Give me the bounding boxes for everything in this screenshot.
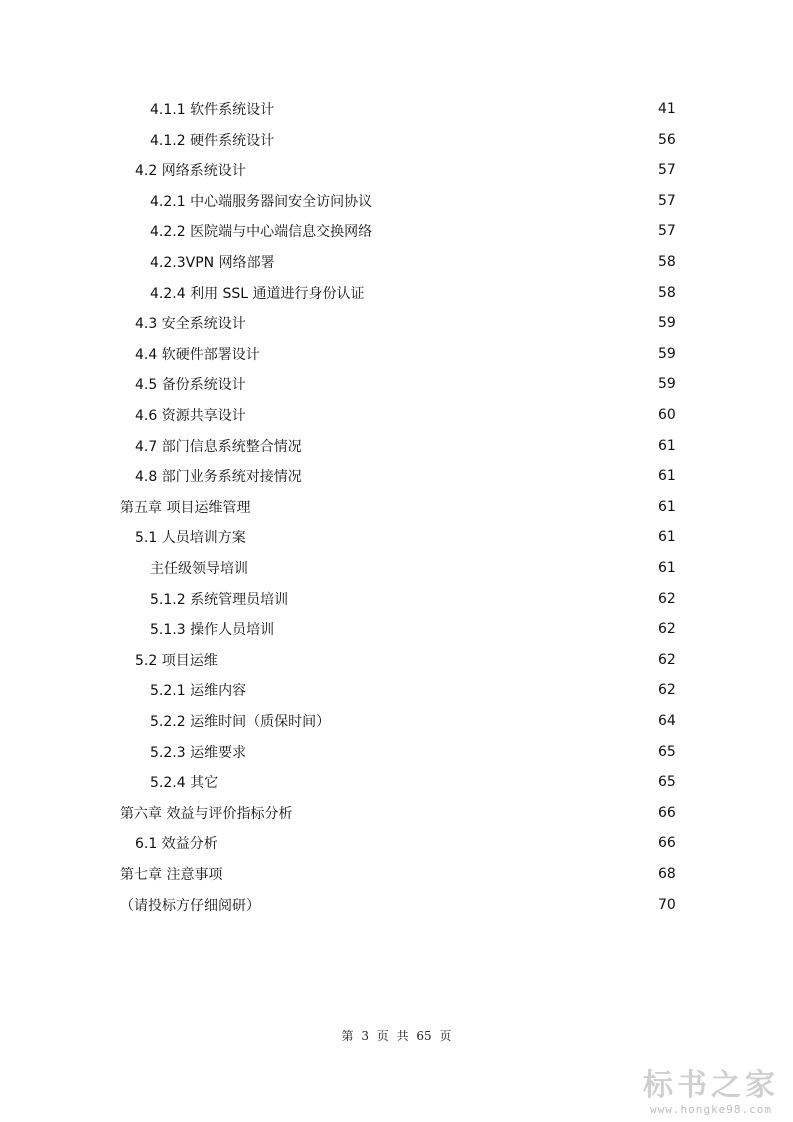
toc-leader-dots — [224, 836, 652, 850]
toc-entry-title: 5.2.4 其它 — [150, 775, 219, 792]
toc-entry-4-2[interactable] — [135, 159, 674, 181]
toc-entry-4-7[interactable] — [135, 435, 674, 457]
toc-entry-page: 59 — [658, 345, 676, 362]
toc-entry-title: 4.4 软硬件部署设计 — [135, 346, 260, 363]
toc-entry-5-2-1[interactable] — [150, 679, 674, 701]
toc-leader-dots — [308, 469, 652, 483]
toc-entry-title: 5.1 人员培训方案 — [135, 530, 246, 547]
toc-entry-page: 62 — [658, 651, 676, 668]
toc-entry-title: 4.7 部门信息系统整合情况 — [135, 438, 302, 455]
toc-entry-chapter-6[interactable] — [120, 802, 674, 824]
toc-entry-chapter-7[interactable] — [120, 863, 674, 885]
toc-entry-page: 61 — [658, 437, 676, 454]
toc-entry-title: 6.1 效益分析 — [135, 836, 218, 853]
toc-leader-dots — [252, 408, 652, 422]
toc-leader-dots — [266, 898, 652, 912]
toc-leader-dots — [371, 286, 652, 300]
toc-entry-page: 56 — [658, 131, 676, 148]
toc-entry-title: （请投标方仔细阅研） — [120, 897, 260, 914]
toc-entry-title: 5.2.3 运维要求 — [150, 744, 247, 761]
toc-entry-title: 5.1.3 操作人员培训 — [150, 622, 275, 639]
toc-entry-4-4[interactable] — [135, 343, 674, 365]
toc-entry-title: 第六章 效益与评价指标分析 — [120, 805, 293, 822]
toc-entry-page: 57 — [658, 223, 676, 240]
toc-entry-page: 68 — [658, 866, 676, 882]
toc-leader-dots — [224, 775, 652, 789]
toc-entry-page: 62 — [658, 682, 676, 699]
toc-entry-4-2-4[interactable] — [150, 282, 674, 304]
toc-entry-5-2-4[interactable] — [150, 771, 674, 793]
toc-leader-dots — [252, 683, 652, 697]
toc-leader-dots — [252, 530, 652, 544]
toc-entry-title: 5.1.2 系统管理员培训 — [150, 591, 289, 608]
toc-entry-page: 57 — [658, 162, 676, 179]
toc-entry-4-1-1[interactable] — [150, 98, 674, 120]
toc-entry-4-6[interactable] — [135, 404, 674, 426]
toc-entry-title: 第七章 注意事项 — [120, 867, 223, 883]
toc-entry-page: 60 — [658, 407, 676, 423]
toc-entry-page: 66 — [658, 835, 676, 852]
toc-entry-title: 4.8 部门业务系统对接情况 — [135, 469, 302, 486]
toc-leader-dots — [294, 592, 652, 606]
toc-leader-dots — [280, 622, 652, 636]
toc-leader-dots — [378, 224, 652, 238]
toc-entry-5-2[interactable] — [135, 649, 674, 671]
toc-entry-4-3[interactable] — [135, 312, 674, 334]
toc-entry-title: 5.2.2 运维时间（质保时间） — [150, 714, 331, 730]
toc-entry-5-1-3[interactable] — [150, 618, 674, 640]
toc-entry-5-1-1[interactable] — [150, 557, 674, 579]
toc-entry-4-2-3[interactable] — [150, 251, 674, 273]
toc-entry-4-8[interactable] — [135, 465, 674, 487]
watermark-url: www.hongke98.com — [650, 1103, 772, 1116]
toc-leader-dots — [256, 500, 652, 514]
toc-leader-dots — [280, 133, 652, 147]
toc-entry-page: 57 — [658, 192, 676, 209]
toc-leader-dots — [252, 163, 652, 177]
toc-leader-dots — [252, 316, 652, 330]
toc-entry-title: 5.2 项目运维 — [135, 652, 218, 669]
toc-entry-title: 4.6 资源共享设计 — [135, 408, 246, 424]
toc-entry-chapter-5[interactable] — [120, 496, 674, 518]
toc-entry-title: 4.5 备份系统设计 — [135, 377, 246, 394]
toc-entry-note[interactable] — [120, 894, 674, 916]
page-footer: 第 3 页 共 65 页 — [341, 1029, 452, 1043]
toc-entry-page: 61 — [658, 498, 676, 515]
toc-entry-title: 第五章 项目运维管理 — [120, 499, 251, 516]
toc-entry-page: 58 — [658, 254, 676, 270]
toc-entry-title: 主任级领导培训 — [150, 561, 248, 577]
toc-entry-5-2-2[interactable] — [150, 710, 674, 732]
toc-entry-5-1-2[interactable] — [150, 588, 674, 610]
toc-entry-4-2-2[interactable] — [150, 220, 674, 242]
toc-entry-page: 58 — [658, 284, 676, 301]
toc-entry-title: 4.2.1 中心端服务器间安全访问协议 — [150, 193, 373, 210]
toc-leader-dots — [254, 561, 652, 575]
toc-leader-dots — [378, 194, 652, 208]
toc-entry-page: 41 — [658, 101, 676, 117]
toc-entry-5-2-3[interactable] — [150, 741, 674, 763]
toc-entry-page: 61 — [658, 560, 676, 576]
toc-leader-dots — [281, 255, 652, 269]
toc-entry-4-5[interactable] — [135, 373, 674, 395]
toc-entry-4-2-1[interactable] — [150, 190, 674, 212]
toc-leader-dots — [224, 653, 652, 667]
watermark-logo — [643, 1069, 779, 1116]
watermark-title: 标书之家 — [643, 1068, 779, 1103]
toc-leader-dots — [280, 102, 652, 116]
toc-entry-page: 61 — [658, 468, 676, 485]
toc-entry-page: 61 — [658, 529, 676, 546]
toc-entry-page: 62 — [658, 590, 676, 607]
toc-leader-dots — [308, 439, 652, 453]
toc-entry-page: 59 — [658, 315, 676, 332]
toc-entry-page: 65 — [658, 774, 676, 791]
toc-leader-dots — [336, 714, 652, 728]
toc-entry-title: 4.1.2 硬件系统设计 — [150, 132, 275, 149]
toc-entry-title: 4.3 安全系统设计 — [135, 316, 246, 333]
toc-entry-title: 4.1.1 软件系统设计 — [150, 102, 275, 118]
toc-entry-title: 4.2 网络系统设计 — [135, 163, 246, 180]
toc-leader-dots — [228, 867, 652, 881]
toc-entry-page: 66 — [658, 804, 676, 821]
toc-leader-dots — [252, 745, 652, 759]
toc-entry-page: 65 — [658, 743, 676, 760]
toc-leader-dots — [266, 347, 652, 361]
toc-entry-page: 70 — [658, 896, 676, 913]
toc-entry-page: 59 — [658, 376, 676, 393]
toc-entry-6-1[interactable] — [135, 832, 674, 854]
toc-entry-4-1-2[interactable] — [150, 129, 674, 151]
toc-entry-5-1[interactable] — [135, 526, 674, 548]
toc-entry-title: 4.2.2 医院端与中心端信息交换网络 — [150, 224, 373, 241]
toc-entry-title: 4.2.3VPN 网络部署 — [150, 255, 275, 271]
toc-entry-title: 5.2.1 运维内容 — [150, 683, 247, 700]
toc-entry-page: 64 — [658, 713, 676, 729]
toc-entry-page: 62 — [658, 621, 676, 638]
toc-leader-dots — [298, 806, 652, 820]
toc-entry-title: 4.2.4 利用 SSL 通道进行身份认证 — [150, 285, 365, 302]
toc-leader-dots — [252, 377, 652, 391]
